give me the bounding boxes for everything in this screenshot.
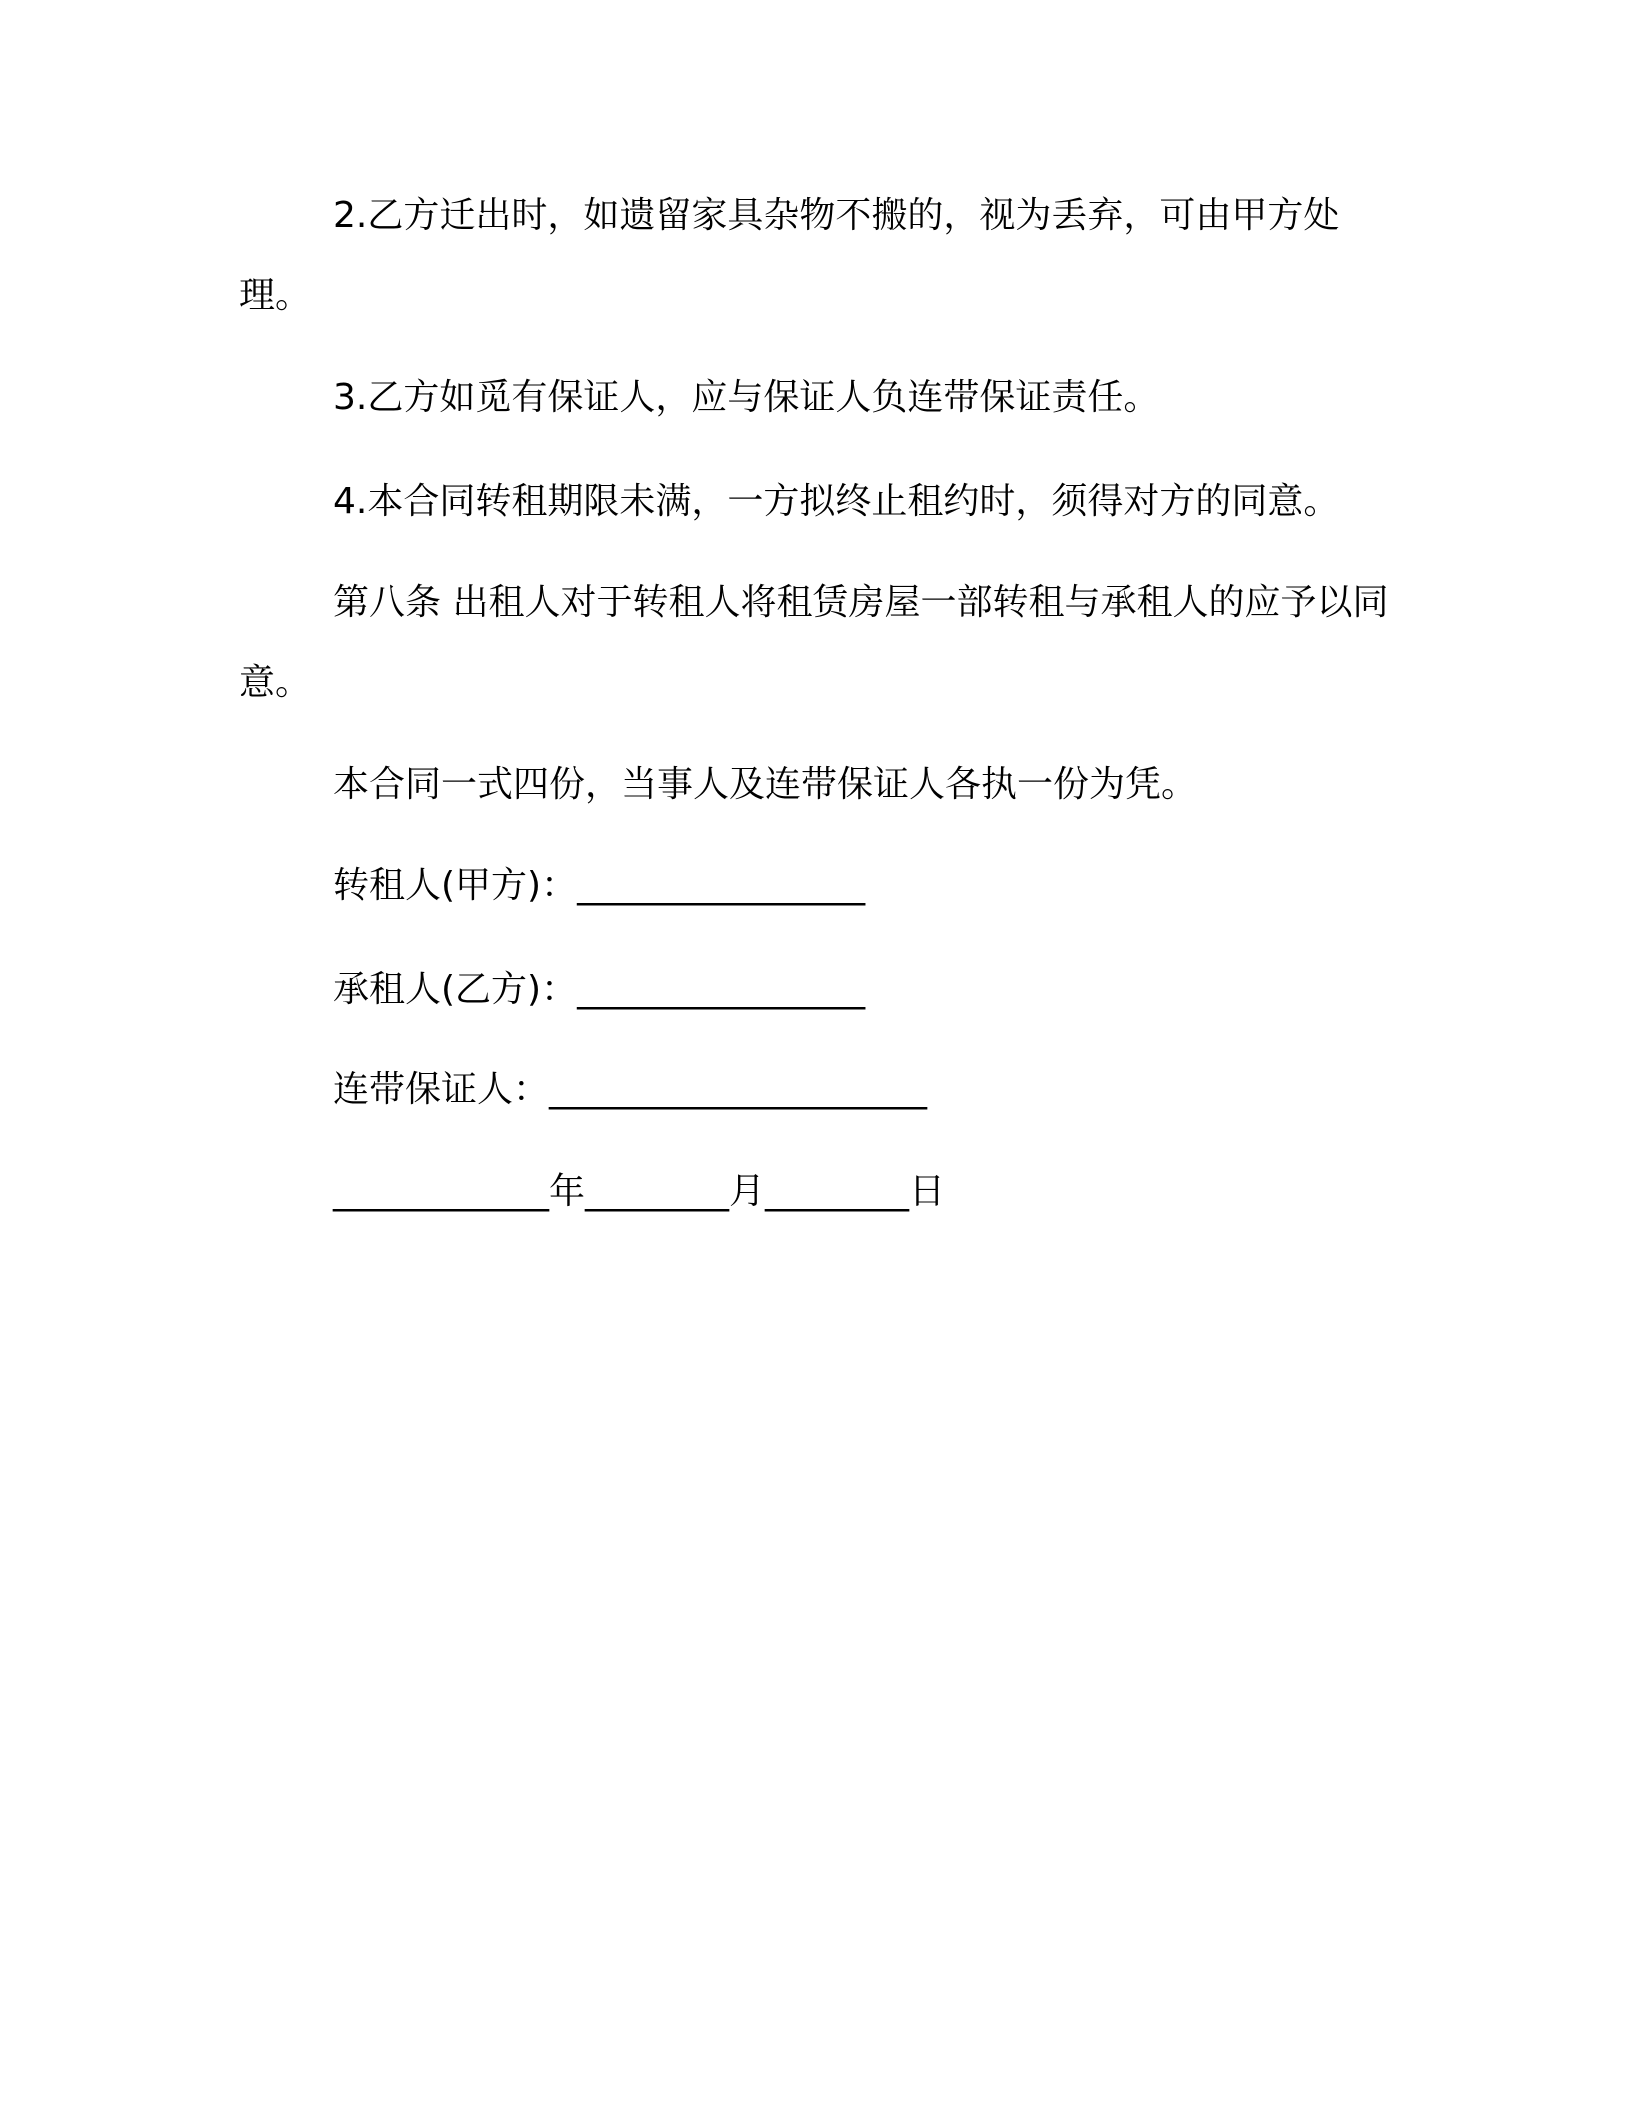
lessee-signature: 承租人(乙方)：________________ (333, 969, 866, 1010)
closing-paragraph (239, 745, 1389, 825)
article-text: 第八条 出租人对于转租人将租赁房屋一部转租与承租人的应予以同意。 (239, 582, 1389, 703)
article-paragraph (239, 563, 1389, 723)
clause-paragraph (239, 176, 1389, 336)
guarantor-signature: 连带保证人：_____________________ (333, 1069, 928, 1110)
closing-text: 本合同一式四份，当事人及连带保证人各执一份为凭。 (333, 764, 1198, 805)
guarantor-signature-line (239, 1050, 1389, 1130)
signing-date: ____________年________月________日 (333, 1171, 945, 1212)
sublessor-signature: 转租人(甲方)：________________ (333, 865, 866, 906)
clause-paragraph (239, 462, 1389, 542)
lessee-signature-line (239, 950, 1389, 1030)
clause-paragraph (239, 358, 1389, 438)
clause-text: 2.乙方迁出时，如遗留家具杂物不搬的，视为丢弃，可由甲方处理。 (239, 195, 1340, 316)
date-line (239, 1152, 1389, 1232)
clause-text: 3.乙方如觅有保证人，应与保证人负连带保证责任。 (333, 377, 1160, 418)
sublessor-signature-line (239, 846, 1389, 926)
clause-text: 4.本合同转租期限未满，一方拟终止租约时，须得对方的同意。 (333, 481, 1340, 522)
